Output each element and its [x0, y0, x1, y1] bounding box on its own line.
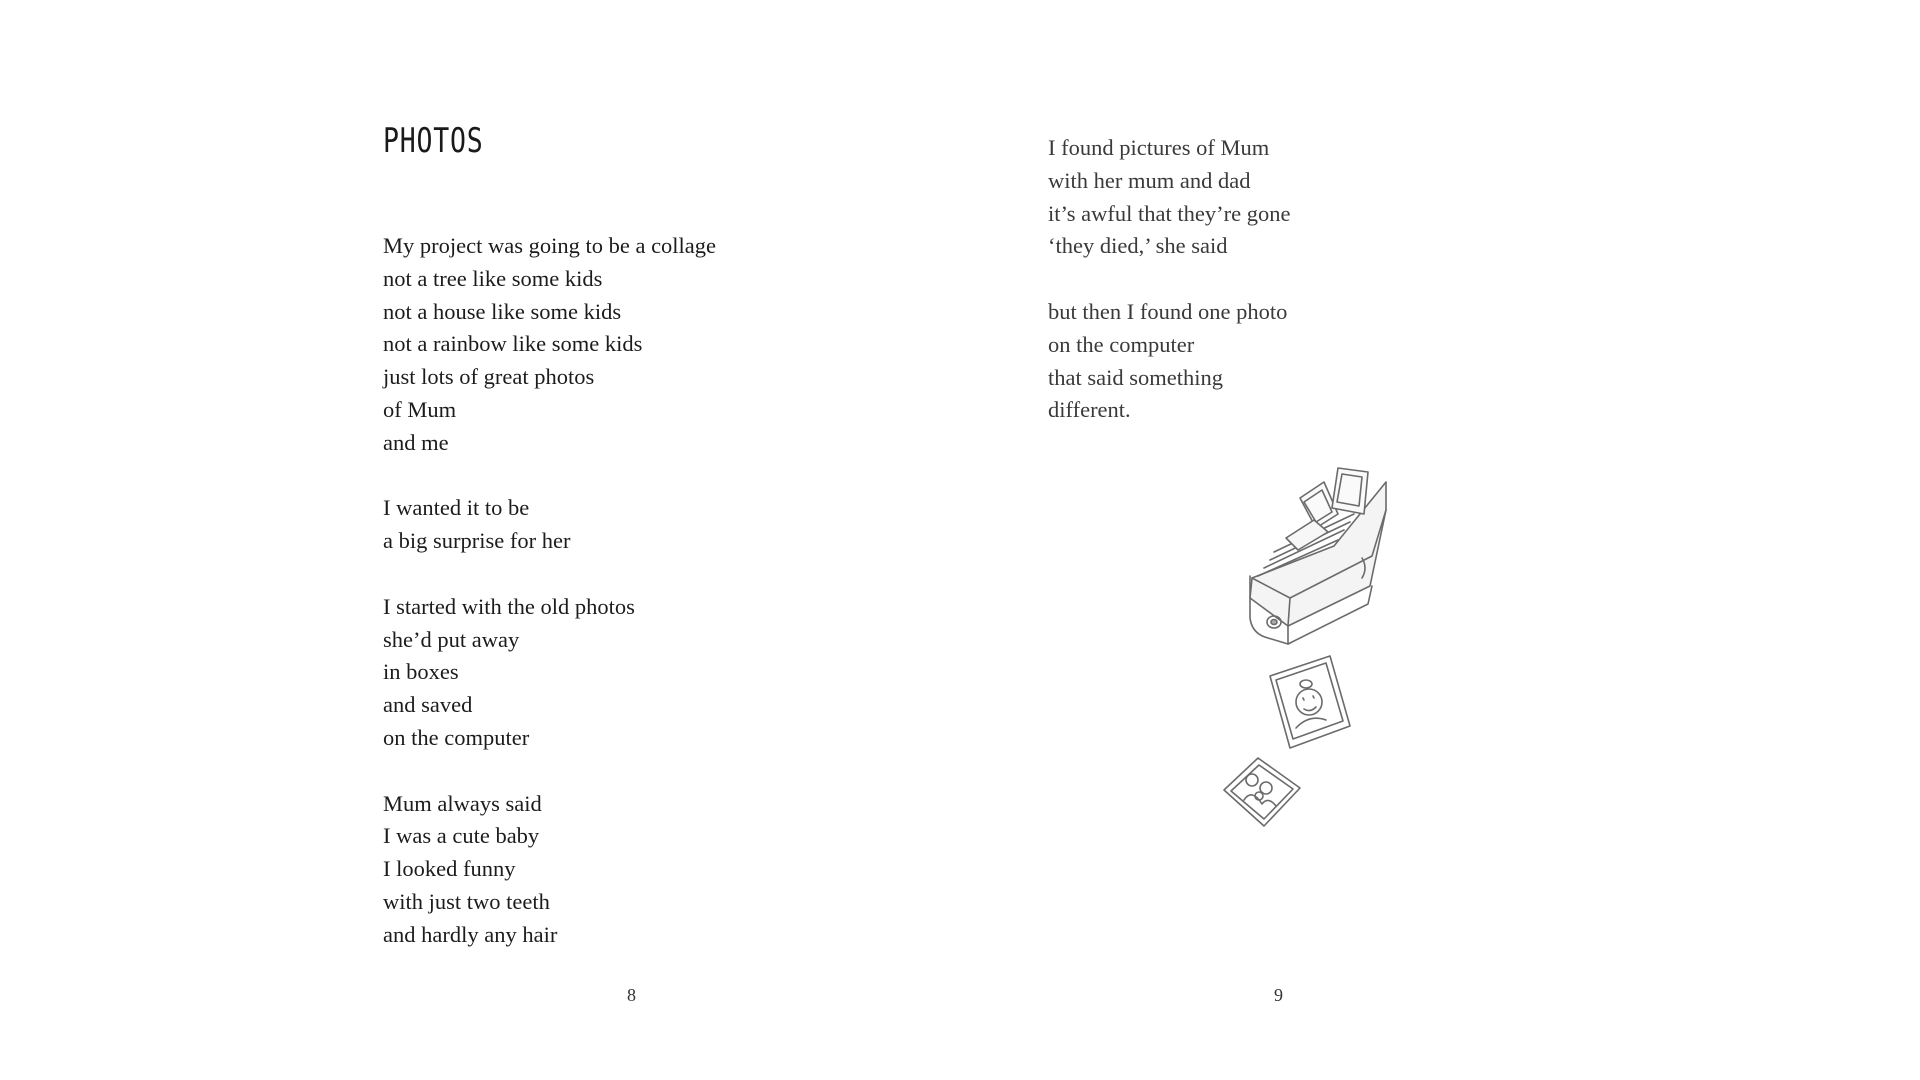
- poem-line: I wanted it to be: [383, 495, 530, 521]
- stanza: [383, 492, 716, 558]
- poem-line: a big surprise for her: [383, 528, 571, 554]
- page-number: 9: [1274, 985, 1283, 1005]
- poem-line: in boxes: [383, 659, 459, 685]
- stanza: [1048, 132, 1290, 263]
- stanza: [383, 591, 716, 755]
- poem-line: not a rainbow like some kids: [383, 331, 643, 357]
- poem-line: and hardly any hair: [383, 921, 558, 947]
- poem-line: she’d put away: [383, 626, 520, 652]
- page-number: 8: [627, 985, 636, 1005]
- poem-line: I started with the old photos: [383, 593, 635, 619]
- poem-line: on the computer: [383, 724, 530, 750]
- poem-line: My project was going to be a collage: [383, 233, 717, 258]
- poem-line: different.: [1048, 397, 1131, 423]
- left-poem: [383, 230, 716, 952]
- poem-line: ‘they died,’ she said: [1048, 233, 1228, 259]
- poem-line: on the computer: [1048, 331, 1195, 357]
- poem-line: I looked funny: [383, 856, 516, 882]
- right-poem: [1048, 132, 1290, 427]
- poem-title: PHOTOS: [383, 121, 484, 161]
- poem-line: not a tree like some kids: [383, 265, 603, 291]
- family-photo: [1224, 758, 1300, 826]
- photo-box-illustration: [1212, 458, 1424, 846]
- poem-line: and me: [383, 429, 449, 455]
- poem-line: not a house like some kids: [383, 298, 622, 324]
- poem-line: of Mum: [383, 396, 457, 422]
- poem-line: with just two teeth: [383, 888, 550, 914]
- poem-line: that said something: [1048, 364, 1223, 390]
- stanza: [383, 788, 716, 952]
- baby-photo: [1270, 656, 1350, 748]
- stanza: [1048, 296, 1290, 427]
- poem-line: I was a cute baby: [383, 823, 540, 849]
- poem-line: I found pictures of Mum: [1048, 135, 1270, 160]
- photo-box-drawing: [1212, 458, 1424, 846]
- poem-line: it’s awful that they’re gone: [1048, 200, 1291, 226]
- poem-line: just lots of great photos: [383, 364, 595, 390]
- poem-line: Mum always said: [383, 790, 542, 816]
- stanza: [383, 230, 716, 460]
- poem-line: and saved: [383, 692, 473, 718]
- right-page: [960, 0, 1920, 1080]
- poem-line: with her mum and dad: [1048, 167, 1251, 193]
- poem-line: but then I found one photo: [1048, 298, 1288, 324]
